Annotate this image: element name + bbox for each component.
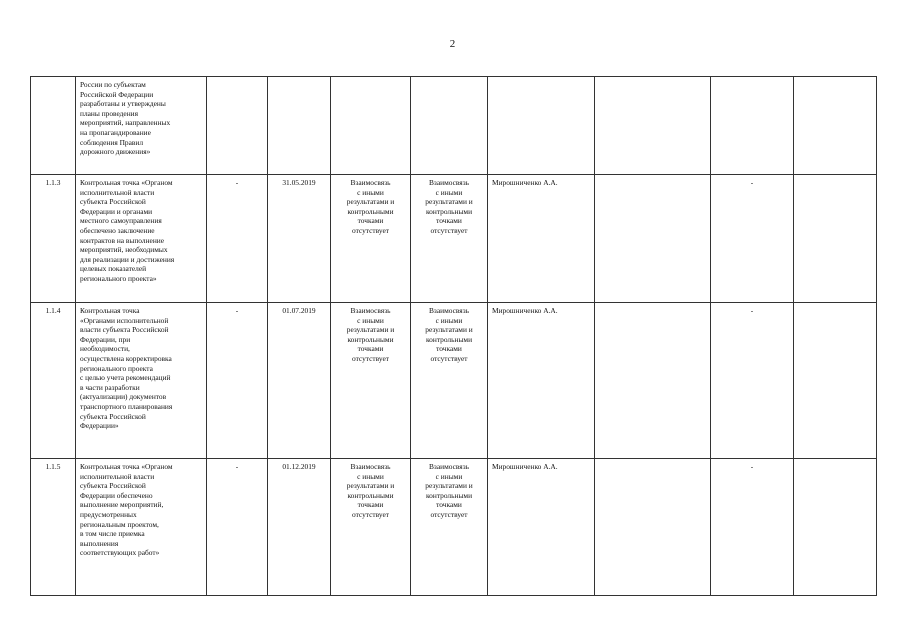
responsible-person: Мирошниченко А.А.	[488, 303, 595, 459]
end-date	[268, 77, 331, 175]
row-number	[31, 77, 76, 175]
start-date: -	[207, 303, 268, 459]
start-date: -	[207, 175, 268, 303]
extra-column-10	[794, 459, 877, 596]
table-row	[31, 459, 877, 596]
extra-column-8	[595, 175, 711, 303]
relation-predecessor: Взаимосвязь с иными результатами и контрольными точками отсутствует	[331, 459, 411, 596]
relation-predecessor: Взаимосвязь с иными результатами и контрольными точками отсутствует	[331, 303, 411, 459]
relation-successor: Взаимосвязь с иными результатами и контрольными точками отсутствует	[411, 459, 488, 596]
row-number: 1.1.5	[31, 459, 76, 596]
end-date: 01.12.2019	[268, 459, 331, 596]
end-date: 01.07.2019	[268, 303, 331, 459]
row-number: 1.1.4	[31, 303, 76, 459]
responsible-person	[488, 77, 595, 175]
responsible-person: Мирошниченко А.А.	[488, 175, 595, 303]
extra-column-8	[595, 303, 711, 459]
relation-successor	[411, 77, 488, 175]
extra-column-9	[711, 77, 794, 175]
responsible-person: Мирошниченко А.А.	[488, 459, 595, 596]
control-point-name: Контрольная точка «Органами исполнительной власти субъекта Российской Федерации, при необходимости, осуществлена корректировка регионального проекта с целью учета рекомендаций в части разработки (актуализации) документов транспортного планирования субъекта Российской Федерации»	[76, 303, 207, 459]
extra-column-10	[794, 303, 877, 459]
page-number: 2	[449, 38, 456, 50]
extra-column-9: -	[711, 303, 794, 459]
row-number: 1.1.3	[31, 175, 76, 303]
end-date: 31.05.2019	[268, 175, 331, 303]
start-date	[207, 77, 268, 175]
extra-column-9: -	[711, 175, 794, 303]
extra-column-9: -	[711, 459, 794, 596]
relation-predecessor: Взаимосвязь с иными результатами и контрольными точками отсутствует	[331, 175, 411, 303]
start-date: -	[207, 459, 268, 596]
extra-column-8	[595, 459, 711, 596]
table-row	[31, 303, 877, 459]
extra-column-10	[794, 77, 877, 175]
control-point-name: Контрольная точка «Органом исполнительной власти субъекта Российской Федерации обеспечено выполнение мероприятий, предусмотренных региональным проектом, в том числе приемка выполнения соответствующих работ»	[76, 459, 207, 596]
extra-column-10	[794, 175, 877, 303]
extra-column-8	[595, 77, 711, 175]
relation-successor: Взаимосвязь с иными результатами и контрольными точками отсутствует	[411, 303, 488, 459]
table-row	[31, 175, 877, 303]
relation-predecessor	[331, 77, 411, 175]
control-point-name: России по субъектам Российской Федерации разработаны и утверждены планы проведения мероприятий, направленных на пропагандирование соблюдения Правил дорожного движения»	[76, 77, 207, 175]
control-point-name: Контрольная точка «Органом исполнительной власти субъекта Российской Федерации и органами местного самоуправления обеспечено заключение контрактов на выполнение мероприятий, необходимых для реализации и достижения целевых показателей регионального проекта»	[76, 175, 207, 303]
relation-successor: Взаимосвязь с иными результатами и контрольными точками отсутствует	[411, 175, 488, 303]
control-points-table	[30, 76, 877, 596]
table-row	[31, 77, 877, 175]
